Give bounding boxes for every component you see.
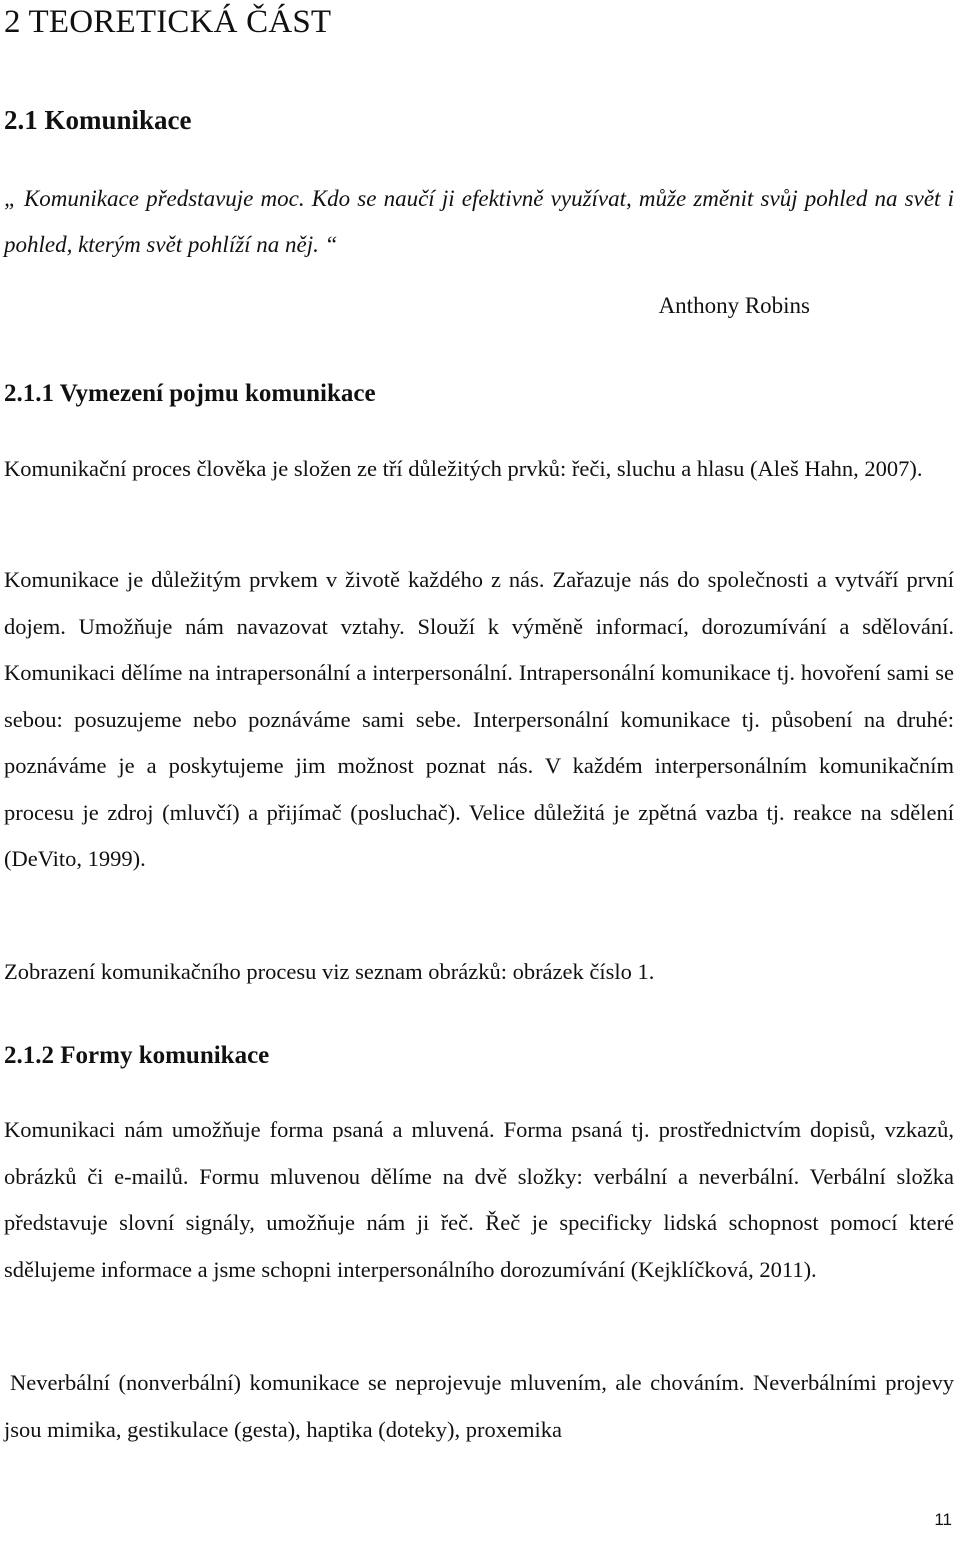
subsection-title-1: 2.1.1 Vymezení pojmu komunikace — [4, 380, 376, 407]
paragraph: Neverbální (nonverbální) komunikace se neprojevuje mluvením, ale chováním. Neverbálními projevy jsou mimika, gestikulace (gesta), haptika (doteky), proxemika — [4, 1370, 954, 1442]
epigraph-quote: „ Komunikace představuje moc. Kdo se naučí ji efektivně využívat, může změnit svůj pohled na svět i pohled, kterým svět pohlíží na něj. “ — [4, 186, 954, 257]
section-title: 2.1 Komunikace — [4, 105, 192, 135]
paragraph: Komunikaci nám umožňuje forma psaná a mluvená. Forma psaná tj. prostřednictvím dopisů, vzkazů, obrázků či e-mailů. Formu mluvenou dělíme na dvě složky: verbální a neverbální. Verbální složka představuje slovní signály, umožňuje nám ji řeč. Řeč je specificky lidská schopnost pomocí které sdělujeme informace a jsme schopni interpersonálního dorozumívání (Kejklíčková, 2011). — [4, 1117, 954, 1282]
paragraph: Komunikace je důležitým prvkem v životě každého z nás. Zařazuje nás do společnosti a vytváří první dojem. Umožňuje nám navazovat vztahy. Slouží k výměně informací, dorozumívání a sdělování. Komunikaci dělíme na intrapersonální a interpersonální. Intrapersonální komunikace tj. hovoření sami se sebou: posuzujeme nebo poznáváme sami sebe. Interpersonální komunikace tj. působení na druhé: poznáváme je a poskytujeme jim možnost poznat nás. V každém interpersonálním komunikačním procesu je zdroj (mluvčí) a přijímač (posluchač). Velice důležitá je zpětná vazba tj. reakce na sdělení (DeVito, 1999). — [4, 567, 954, 871]
quote-author: Anthony Robins — [658, 293, 810, 318]
subsection-title-2: 2.1.2 Formy komunikace — [4, 1042, 270, 1069]
chapter-title: 2 TEORETICKÁ ČÁST — [4, 4, 332, 40]
paragraph: Zobrazení komunikačního procesu viz seznam obrázků: obrázek číslo 1. — [4, 959, 655, 984]
page-number: 11 — [934, 1510, 952, 1529]
paragraph: Komunikační proces člověka je složen ze tří důležitých prvků: řeči, sluchu a hlasu (Aleš Hahn, 2007). — [4, 456, 923, 481]
